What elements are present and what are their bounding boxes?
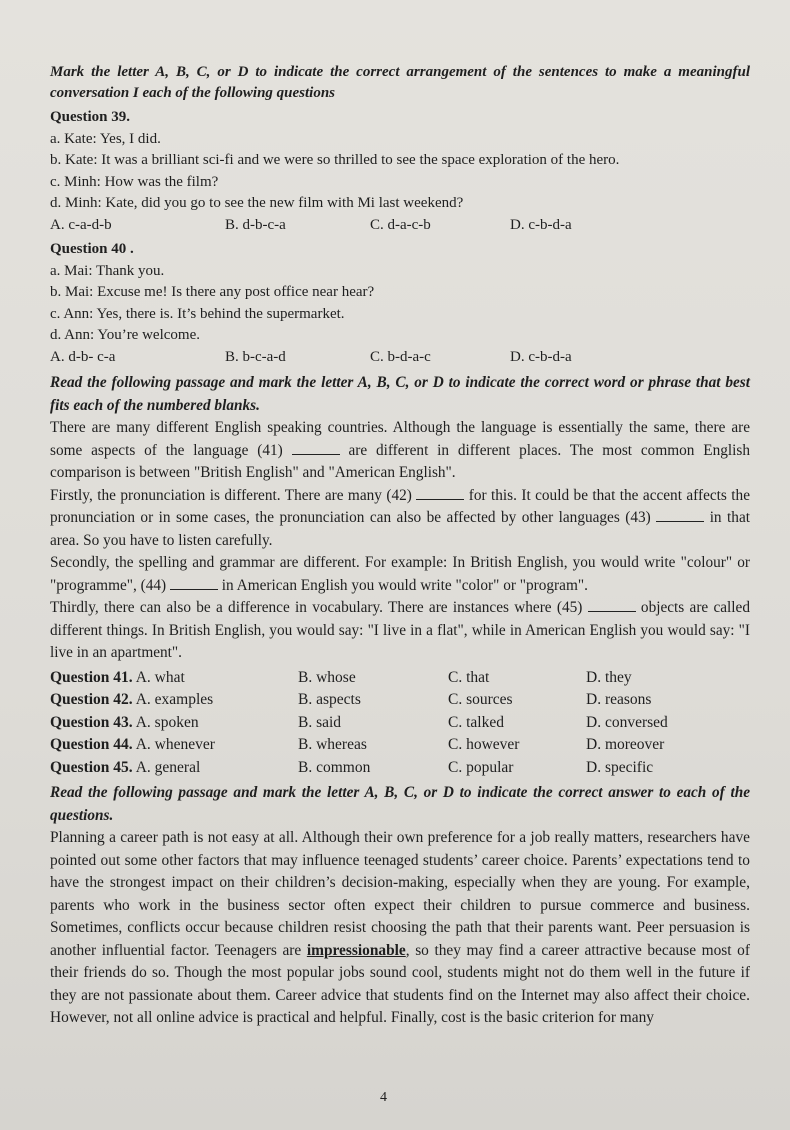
page-number: 4 (380, 1090, 387, 1105)
instructions-46: Read the following passage and mark the letter A, B, C, or D to indicate the correct answer to each of the questions. (50, 784, 750, 824)
q45-label: Question 45. (50, 758, 133, 776)
q41-option-a[interactable]: A. what (135, 668, 185, 686)
blank-44[interactable] (170, 588, 218, 590)
q45-option-b[interactable]: B. common (298, 758, 371, 776)
question-43-row (50, 712, 750, 735)
q39-option-a[interactable]: A. c-a-d-b (50, 216, 112, 233)
passage1-p3a: Secondly, the spelling and grammar are different. For example: In British English, you would write "colour" or "programme", (44) (50, 554, 750, 594)
q44-option-d[interactable]: D. moreover (586, 736, 665, 753)
passage-2 (50, 827, 750, 1030)
q40-option-a[interactable]: A. d-b- c-a (50, 348, 116, 365)
question-39-title: Question 39. (50, 109, 131, 125)
q41-label: Question 41. (50, 668, 133, 686)
q44-label: Question 44. (50, 736, 133, 753)
passage1-p1b: are different in different places. The most common English comparison is between "British English" and "American English". (50, 441, 750, 481)
q43-option-a[interactable]: A. spoken (135, 713, 199, 731)
q41-option-d[interactable]: D. they (586, 668, 632, 686)
instructions-41-45: Read the following passage and mark the letter A, B, C, or D to indicate the correct word or phrase that best fits each of the numbered blanks. (50, 374, 750, 414)
blank-43[interactable] (656, 520, 704, 522)
questions-41-45 (50, 667, 750, 780)
q42-label: Question 42. (50, 691, 133, 708)
keyword-impressionable: impressionable (306, 941, 406, 959)
q42-option-b[interactable]: B. aspects (298, 691, 361, 708)
q45-option-c[interactable]: C. popular (448, 758, 514, 776)
q39-option-c[interactable]: C. d-a-c-b (370, 216, 431, 233)
worksheet-content (50, 62, 750, 1030)
q40-option-b[interactable]: B. b-c-a-d (225, 348, 286, 365)
q41-option-c[interactable]: C. that (448, 668, 490, 686)
q40-line-d: d. Ann: You’re welcome. (50, 327, 200, 343)
q39-option-b[interactable]: B. d-b-c-a (225, 216, 286, 233)
q40-options (50, 347, 750, 369)
q45-option-d[interactable]: D. specific (586, 758, 654, 776)
q43-option-c[interactable]: C. talked (448, 713, 504, 731)
passage1-p4a: Thirdly, there can also be a difference in vocabulary. There are instances where (45) (50, 599, 583, 616)
q43-option-d[interactable]: D. conversed (586, 713, 668, 731)
q43-label: Question 43. (50, 713, 133, 731)
question-41-row (50, 667, 750, 690)
passage1-p2c: in that area. So you have to listen carefully. (50, 509, 750, 549)
q40-option-c[interactable]: C. b-d-a-c (370, 348, 431, 365)
passage1-p1a: There are many different English speaking countries. Although the language is essentially the same, there are some aspects of the language (41) (50, 419, 750, 459)
q45-option-a[interactable]: A. general (135, 758, 201, 776)
q44-option-a[interactable]: A. whenever (135, 736, 215, 753)
q39-option-d[interactable]: D. c-b-d-a (510, 216, 572, 233)
q41-option-b[interactable]: B. whose (298, 668, 356, 686)
q39-line-b: b. Kate: It was a brilliant sci-fi and we were so thrilled to see the space exploration of the hero. (50, 152, 620, 168)
blank-41[interactable] (292, 453, 340, 455)
question-40-title: Question 40 . (50, 241, 134, 257)
passage-1 (50, 417, 750, 665)
q40-option-d[interactable]: D. c-b-d-a (510, 348, 572, 365)
q43-option-b[interactable]: B. said (298, 713, 342, 731)
q44-option-c[interactable]: C. however (448, 736, 520, 753)
q40-line-b: b. Mai: Excuse me! Is there any post office near hear? (50, 284, 375, 300)
passage2-after: , so they may find a career attractive because most of their friends do so. Though the most popular jobs sound cool, students might not do them well in the future if they are not passionate about them. Career advice that students find on the Internet may also affect their choice. However, not all online advice is practical and helpful. Finally, cost is the basic criterion for many (50, 941, 750, 1026)
q44-option-b[interactable]: B. whereas (298, 736, 367, 753)
q39-line-a: a. Kate: Yes, I did. (50, 130, 161, 147)
q42-option-c[interactable]: C. sources (448, 691, 513, 708)
q39-line-d: d. Minh: Kate, did you go to see the new film with Mi last weekend? (50, 195, 464, 211)
q42-option-d[interactable]: D. reasons (586, 691, 652, 708)
passage2-before: Planning a career path is not easy at all. Although their own preference for a job really matters, researchers have pointed out some other factors that may influence teenaged students’ career choice. Parents’ expectations tend to have the strongest impact on their children’s decision-making, especially when they are young. For example, parents who work in the business sector often expect their children to pursue commerce and business. Sometimes, conflicts occur because children resist choosing the path that their parents want. Peer persuasion is another influential factor. Teenagers are (50, 829, 750, 959)
passage1-p2a: Firstly, the pronunciation is different. There are many (42) (50, 486, 412, 504)
question-45-row (50, 757, 750, 780)
question-42-row (50, 689, 750, 712)
q39-options (50, 215, 750, 237)
blank-42[interactable] (416, 498, 464, 500)
question-44-row (50, 734, 750, 757)
blank-45[interactable] (588, 610, 636, 612)
instructions-39-40: Mark the letter A, B, C, or D to indicate the correct arrangement of the sentences to make a meaningful conversation I each of the following questions (50, 64, 750, 101)
q39-line-c: c. Minh: How was the film? (50, 173, 219, 190)
passage1-p4b: objects are called different things. In British English, you would say: "I live in a flat", while in American English you would say: "I live in an apartment". (50, 599, 750, 661)
q40-line-a: a. Mai: Thank you. (50, 262, 165, 279)
q42-option-a[interactable]: A. examples (135, 691, 214, 708)
passage1-p3b: in American English you would write "color" or "program". (221, 576, 588, 594)
q40-line-c: c. Ann: Yes, there is. It’s behind the supermarket. (50, 305, 345, 322)
passage1-p2b: for this. It could be that the accent affects the pronunciation or in some cases, the pronunciation can also be affected by other languages (43) (50, 486, 750, 526)
